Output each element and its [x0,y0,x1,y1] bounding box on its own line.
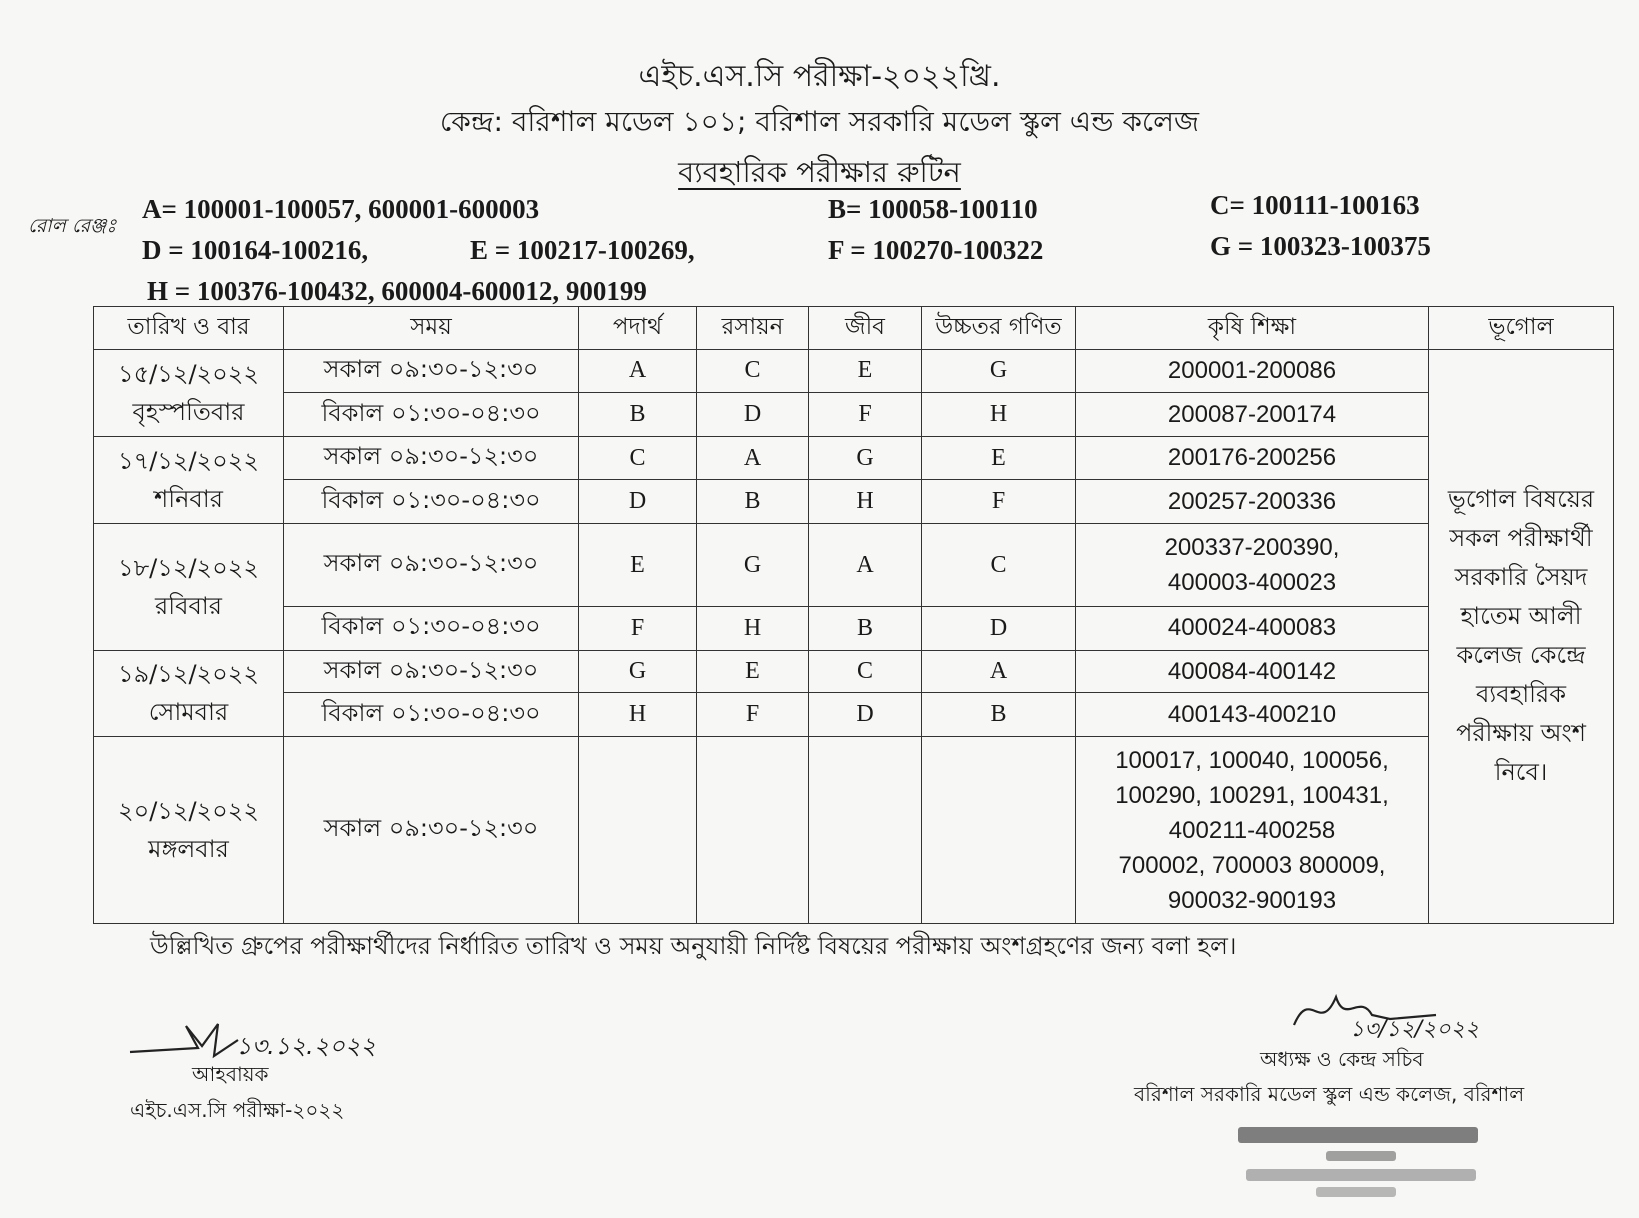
higher-math-cell: C [922,524,1076,607]
exam-title: এইচ.এস.সি পরীক্ষা-২০২২খ্রি. [638,59,1001,94]
higher-math-cell: F [922,480,1076,524]
left-signature-date: ১৩.১২.২০২২ [236,1032,377,1060]
biology-cell: G [809,436,922,480]
col-header-time: সময় [284,307,579,350]
routine-title: ব্যবহারিক পরীক্ষার রুটিন [678,155,961,189]
right-signatory-org: বরিশাল সরকারি মডেল স্কুল এন্ড কলেজ, বরিশাল [1134,1082,1525,1106]
higher-math-cell: B [922,693,1076,737]
time-cell: সকাল ০৯:৩০-১২:৩০ [284,737,579,924]
official-stamp [1236,1121,1496,1201]
time-cell: সকাল ০৯:৩০-১২:৩০ [284,436,579,480]
routine-table [93,306,1614,924]
agriculture-cell: 400024-400083 [1076,607,1429,651]
time-cell: বিকাল ০১:৩০-০৪:৩০ [284,607,579,651]
roll-range-e: E = 100217-100269, [470,235,695,265]
physics-cell: F [579,607,697,651]
time-cell: বিকাল ০১:৩০-০৪:৩০ [284,480,579,524]
physics-cell: B [579,393,697,437]
physics-cell: E [579,524,697,607]
date-cell: ২০/১২/২০২২ মঙ্গলবার [94,737,284,924]
higher-math-cell: H [922,393,1076,437]
agriculture-cell: 400143-400210 [1076,693,1429,737]
table-row [94,436,1614,480]
time-cell: সকাল ০৯:৩০-১২:৩০ [284,524,579,607]
table-row [94,693,1614,737]
roll-range-h: H = 100376-100432, 600004-600012, 900199 [147,276,647,306]
physics-cell: A [579,349,697,393]
roll-range-c: C= 100111-100163 [1210,190,1420,220]
roll-range-label: রোল রেঞ্জঃ [28,215,117,237]
chemistry-cell [697,737,809,924]
higher-math-cell: E [922,436,1076,480]
agriculture-cell: 200257-200336 [1076,480,1429,524]
roll-range-d: D = 100164-100216, [142,235,369,265]
right-signatory-role: অধ্যক্ষ ও কেন্দ্র সচিব [1260,1047,1424,1071]
col-header-date: তারিখ ও বার [94,307,284,350]
table-row [94,349,1614,393]
time-cell: বিকাল ০১:৩০-০৪:৩০ [284,693,579,737]
physics-cell: C [579,436,697,480]
chemistry-cell: G [697,524,809,607]
physics-cell: G [579,650,697,693]
time-cell: বিকাল ০১:৩০-০৪:৩০ [284,393,579,437]
table-row [94,650,1614,693]
physics-cell [579,737,697,924]
date-cell: ১৭/১২/২০২২ শনিবার [94,436,284,523]
instruction-note: উল্লিখিত গ্রুপের পরীক্ষার্থীদের নির্ধারিত তারিখ ও সময় অনুযায়ী নির্দিষ্ট বিষয়ের পরীক্ষায় অংশগ্রহণের জন্য বলা হল। [150,932,1237,960]
higher-math-cell [922,737,1076,924]
roll-range-f: F = 100270-100322 [828,235,1044,265]
higher-math-cell: D [922,607,1076,651]
agriculture-cell: 400084-400142 [1076,650,1429,693]
left-signatory-role: আহবায়ক [192,1062,269,1086]
roll-range-b: B= 100058-100110 [828,194,1038,224]
biology-cell: A [809,524,922,607]
left-signatory-org: এইচ.এস.সি পরীক্ষা-২০২২ [130,1098,345,1122]
agriculture-cell: 100017, 100040, 100056, 100290, 100291, 100431, 400211-400258 700002, 700003 800009, 900032-900193 [1076,737,1429,924]
col-header-biology: জীব [809,307,922,350]
chemistry-cell: D [697,393,809,437]
table-row [94,737,1614,924]
biology-cell: E [809,349,922,393]
date-cell: ১৮/১২/২০২২ রবিবার [94,524,284,651]
right-signature-date: ১৩/১২/২০২২ [1350,1017,1480,1042]
table-row [94,393,1614,437]
table-row [94,607,1614,651]
physics-cell: H [579,693,697,737]
chemistry-cell: F [697,693,809,737]
agriculture-cell: 200001-200086 [1076,349,1429,393]
col-header-geography: ভূগোল [1429,307,1614,350]
biology-cell [809,737,922,924]
agriculture-cell: 200337-200390, 400003-400023 [1076,524,1429,607]
geography-note-cell: ভূগোল বিষয়ের সকল পরীক্ষার্থী সরকারি সৈয়দ হাতেম আলী কলেজ কেন্দ্রে ব্যবহারিক পরীক্ষায় অংশ নিবে। [1429,349,1614,923]
col-header-chemistry: রসায়ন [697,307,809,350]
biology-cell: C [809,650,922,693]
higher-math-cell: G [922,349,1076,393]
time-cell: সকাল ০৯:৩০-১২:৩০ [284,650,579,693]
left-signature-scribble [128,1018,243,1062]
biology-cell: F [809,393,922,437]
agriculture-cell: 200176-200256 [1076,436,1429,480]
physics-cell: D [579,480,697,524]
biology-cell: H [809,480,922,524]
time-cell: সকাল ০৯:৩০-১২:৩০ [284,349,579,393]
roll-range-g: G = 100323-100375 [1210,231,1431,261]
biology-cell: B [809,607,922,651]
roll-range-a: A= 100001-100057, 600001-600003 [142,194,540,224]
date-cell: ১৫/১২/২০২২ বৃহস্পতিবার [94,349,284,436]
biology-cell: D [809,693,922,737]
date-cell: ১৯/১২/২০২২ সোমবার [94,650,284,736]
higher-math-cell: A [922,650,1076,693]
table-row [94,480,1614,524]
table-header-row [94,307,1614,350]
chemistry-cell: H [697,607,809,651]
chemistry-cell: A [697,436,809,480]
center-name: কেন্দ্র: বরিশাল মডেল ১০১; বরিশাল সরকারি মডেল স্কুল এন্ড কলেজ [439,105,1200,138]
agriculture-cell: 200087-200174 [1076,393,1429,437]
col-header-agriculture: কৃষি শিক্ষা [1076,307,1429,350]
table-row [94,524,1614,607]
chemistry-cell: E [697,650,809,693]
chemistry-cell: B [697,480,809,524]
chemistry-cell: C [697,349,809,393]
col-header-higher-math: উচ্চতর গণিত [922,307,1076,350]
col-header-physics: পদার্থ [579,307,697,350]
